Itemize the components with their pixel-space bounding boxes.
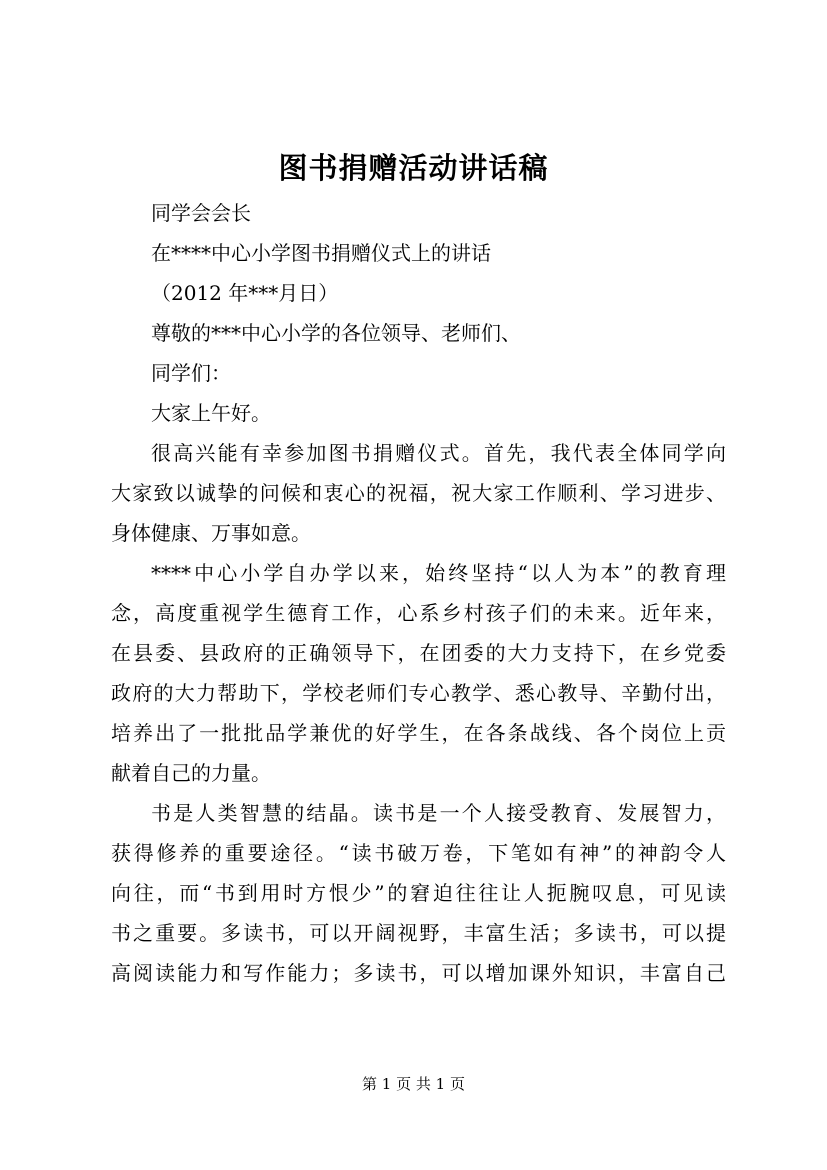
body-line: 献着自己的力量。 [111,761,271,785]
body-line: 政府的大力帮助下，学校老师们专心教学、悉心教导、辛勤付出， [111,681,726,705]
body-line: 同学会会长 [151,201,251,225]
body-line: 在县委、县政府的正确领导下，在团委的大力支持下，在乡党委 [111,641,726,665]
body-line: 在****中心小学图书捐赠仪式上的讲话 [151,241,491,265]
body-line: 培养出了一批批品学兼优的好学生，在各条战线、各个岗位上贡 [111,721,726,745]
body-line: ****中心小学自办学以来，始终坚持“以人为本”的教育理 [151,561,726,585]
body-line: 获得修养的重要途径。“读书破万卷，下笔如有神”的神韵令人 [111,841,726,865]
body-line: 很高兴能有幸参加图书捐赠仪式。首先，我代表全体同学向 [151,441,726,465]
document-body [111,193,726,993]
body-line: 念，高度重视学生德育工作，心系乡村孩子们的未来。近年来， [111,601,726,625]
body-line: 大家致以诚挚的问候和衷心的祝福，祝大家工作顺利、学习进步、 [111,481,726,505]
body-line: 高阅读能力和写作能力；多读书，可以增加课外知识，丰富自己 [111,961,726,985]
page-footer: 第 1 页 共 1 页 [362,1075,465,1093]
body-line: 同学们： [151,361,231,385]
body-line: 大家上午好。 [151,401,271,425]
body-line: （2012 年***月日） [151,281,339,305]
document-title: 图书捐赠活动讲话稿 [278,151,549,185]
body-line: 书是人类智慧的结晶。读书是一个人接受教育、发展智力， [151,801,726,825]
body-line: 向往，而“书到用时方恨少”的窘迫往往让人扼腕叹息，可见读 [111,881,726,905]
body-line: 尊敬的***中心小学的各位领导、老师们、 [151,321,521,345]
body-line: 身体健康、万事如意。 [111,521,311,545]
body-line: 书之重要。多读书，可以开阔视野，丰富生活；多读书，可以提 [111,921,726,945]
